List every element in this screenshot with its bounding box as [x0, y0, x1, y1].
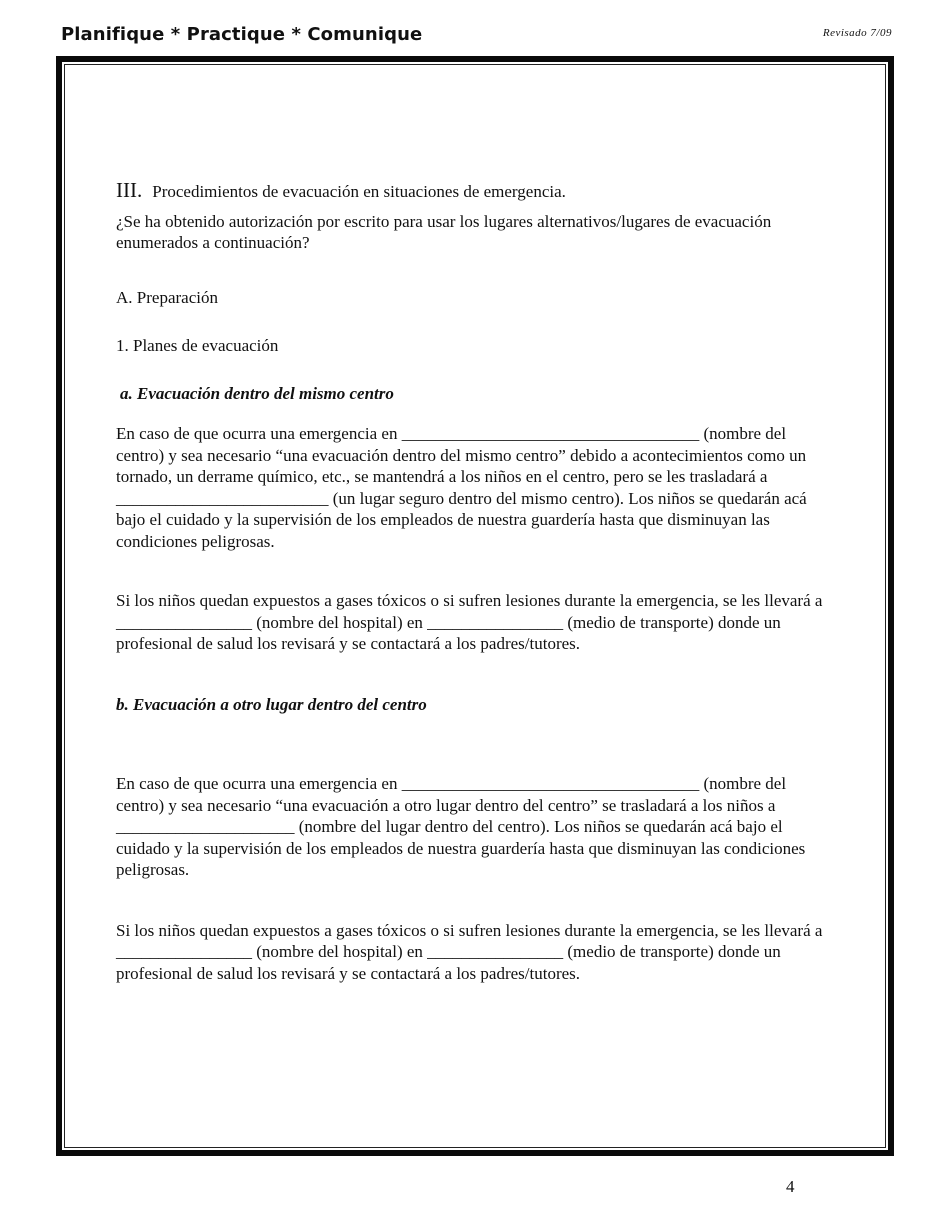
part-a-paragraph-1: En caso de que ocurra una emergencia en ___________________________________ (nombre del centro) y sea necesario “una evacuación dentro del mismo centro” debido a acontecimientos como un tornado, un derrame químico, etc., se mantendrá a los niños en el centro, pero se les trasladará a _________________________ (un lugar seguro dentro del mismo centro). Los niños se quedarán acá bajo el cuidado y la supervisión de los empleados de nuestra guardería hasta que disminuyan las condiciones peligrosas. [116, 424, 807, 551]
authorization-question: ¿Se ha obtenido autorización por escrito para usar los lugares alternativos/lugares de evacuación enumerados a continuación? [116, 211, 772, 252]
section-heading [116, 180, 836, 203]
subsection-preparation: A. Preparación [116, 287, 218, 307]
part-a-heading: a. Evacuación dentro del mismo centro [120, 383, 394, 403]
part-b-heading: b. Evacuación a otro lugar dentro del centro [116, 694, 427, 714]
section-number: III. [116, 178, 143, 202]
revision-date: Revisado 7/09 [822, 27, 892, 39]
document-body [116, 180, 836, 984]
page-number: 4 [786, 1177, 795, 1196]
evacuation-plans-heading: 1. Planes de evacuación [116, 336, 279, 355]
part-a-paragraph-2: Si los niños quedan expuestos a gases tóxicos o si sufren lesiones durante la emergencia, se les llevará a ________________ (nombre del hospital) en ________________ (medio de transporte) donde un profesional de salud los revisará y se contactará a los padres/tutores. [116, 591, 823, 653]
part-b-paragraph-2: Si los niños quedan expuestos a gases tóxicos o si sufren lesiones durante la emergencia, se les llevará a ________________ (nombre del hospital) en ________________ (medio de transporte) donde un profesional de salud los revisará y se contactará a los padres/tutores. [116, 920, 823, 983]
section-title: Procedimientos de evacuación en situaciones de emergencia. [152, 182, 566, 201]
document-header-title: Planifique * Practique * Comunique [61, 24, 423, 45]
part-b-paragraph-1: En caso de que ocurra una emergencia en ___________________________________ (nombre del centro) y sea necesario “una evacuación a otro lugar dentro del centro” se trasladará a los niños a _____________________ (nombre del lugar dentro del centro). Los niños se quedarán acá bajo el cuidado y la supervisión de los empleados de nuestra guardería hasta que disminuyan las condiciones peligrosas. [116, 774, 806, 879]
